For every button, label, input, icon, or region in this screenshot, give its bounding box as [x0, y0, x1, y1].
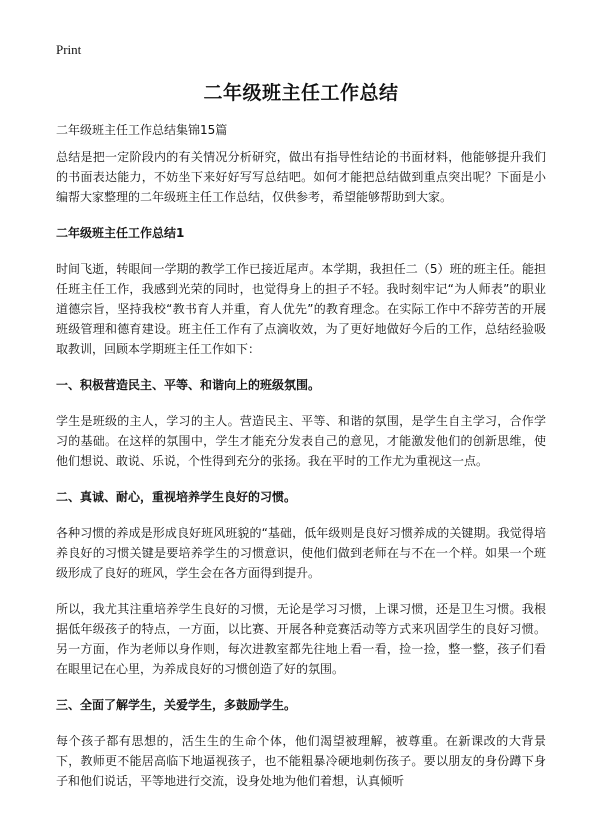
- section-heading: 三、全面了解学生，关爱学生，多鼓励学生。: [56, 698, 297, 712]
- body-paragraph: 各种习惯的养成是形成良好班风班貌的“基础，低年级则是良好习惯养成的关键期。我觉得培养良好的习惯关键是要培养学生的习惯意识，使他们做到老师在与不在一个样。如果一个班级形成了良好的班风，学生会在各方面得到提升。: [56, 526, 546, 580]
- body-paragraph: 时间飞逝，转眼间一学期的教学工作已接近尾声。本学期，我担任二（5）班的班主任。能担任班主任工作，我感到光荣的同时，也觉得身上的担子不轻。我时刻牢记“为人师表”的职业道德宗旨，坚持我校“教书育人并重，育人优先”的教育理念。在实际工作中不辞劳苦的开展班级管理和德育建设。班主任工作有了点滴收效，为了更好地做好今后的工作，总结经验吸取教训，回顾本学期班主任工作如下：: [56, 262, 546, 356]
- body-paragraph: 学生是班级的主人，学习的主人。营造民主、平等、和谐的氛围，是学生自主学习，合作学习的基础。在这样的氛围中，学生才能充分发表自己的意见，才能激发他们的创新思维，使他们想说、敢说、乐说，个性得到充分的张扬。我在平时的工作尤为重视这一点。: [56, 414, 546, 468]
- body-paragraph: 总结是把一定阶段内的有关情况分析研究，做出有指导性结论的书面材料，他能够提升我们的书面表达能力，不妨坐下来好好写写总结吧。如何才能把总结做到重点突出呢？下面是小编帮大家整理的二年级班主任工作总结，仅供参考，希望能够帮助到大家。: [56, 150, 546, 204]
- section-heading: 二、真诚、耐心，重视培养学生良好的习惯。: [56, 490, 297, 504]
- section-heading: 一、积极营造民主、平等、和谐向上的班级氛围。: [56, 378, 321, 392]
- document-body: [56, 147, 546, 807]
- document-subtitle: 二年级班主任工作总结集锦15篇: [56, 123, 228, 137]
- body-paragraph: 所以，我尤其注重培养学生良好的习惯，无论是学习习惯，上课习惯，还是卫生习惯。我根据低年级孩子的特点，一方面，以比赛、开展各种竞赛活动等方式来巩固学生的良好习惯。另一方面，作为老师以身作则，每次进教室都先往地上看一看，捡一捡，整一整，孩子们看在眼里记在心里，为养成良好的习惯创造了好的氛围。: [56, 602, 546, 676]
- section-heading: 二年级班主任工作总结1: [56, 226, 185, 240]
- page-title: 二年级班主任工作总结: [203, 82, 399, 104]
- body-paragraph: 每个孩子都有思想的，活生生的生命个体，他们渴望被理解，被尊重。在新课改的大背景下，教师更不能居高临下地逼视孩子，也不能粗暴冷硬地刺伤孩子。要以朋友的身份蹲下身子和他们说话，平等地进行交流，设身处地为他们着想，认真倾听: [56, 734, 546, 788]
- print-link[interactable]: Print: [56, 42, 82, 57]
